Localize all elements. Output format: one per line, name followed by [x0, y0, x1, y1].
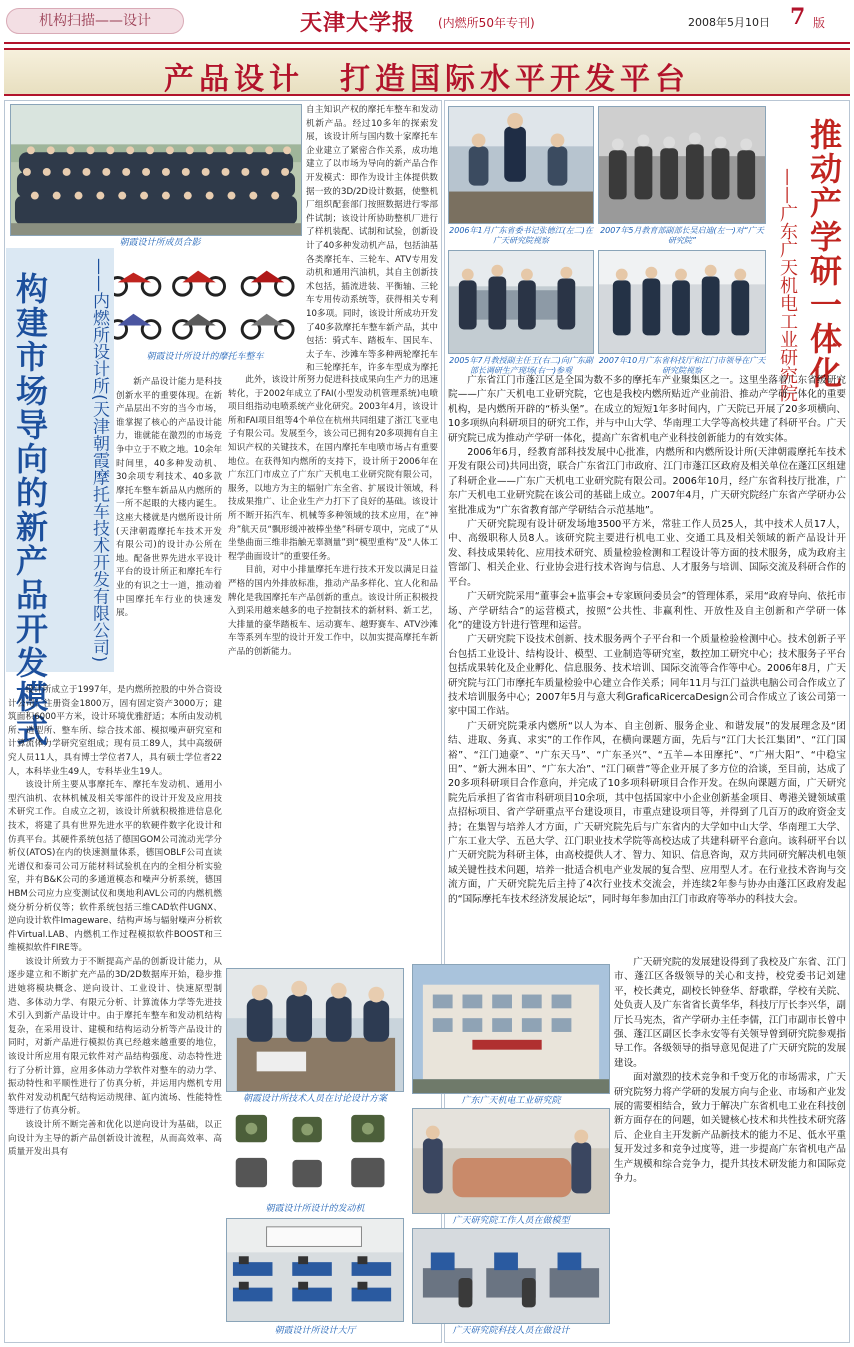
caption-right-photo-1: 2006年1月广东省委书记张德江(左二)在广天研究院视察: [449, 226, 593, 245]
caption-discussion: 朝霞设计所技术人员在讨论设计方案: [242, 1094, 387, 1104]
masthead-rule: [4, 42, 850, 44]
right-text-lower: [614, 956, 846, 1340]
right-photo-6-image: [413, 1109, 609, 1213]
left-paragraph: 该设计所致力于不断提高产品的创新设计能力，从逐步建立和不断扩充产品的3D/2D数据库开始，稳步推进她将模块概念、逆向设计、工业设计、快速原型制造、多体动力学、有限元分析、计算流体力学等先进技术引入到新产品设计中。由于摩托车整车和发动机结构复杂，在采用设计、建模和结构运动分析等产品设计的同时，对新产品进行模拟仿真已经越来越重要的地位，该设计所应用有限元软件对产品结构强度、动态特性进行了分析计算，应用多体动力学软件对整车的动力学、振动特性和平顺性进行了仿真分析，并运用内燃机专用软件对发动机配气结构运动规律、缸内流场、性能特性等进行了仿真分析。: [8, 956, 222, 1117]
left-feature-subtitle: ——内燃所设计所(天津朝霞摩托车技术开发有限公司): [89, 258, 109, 663]
left-feature-title: 构建市场导向的新产品开发模式: [11, 272, 49, 748]
caption-motorcycles: 朝霞设计所设计的摩托车整车: [146, 352, 264, 362]
masthead: [0, 0, 854, 44]
right-paragraph: 面对激烈的技术竞争和千变万化的市场需求，广天研究院努力将产学研的发展方向与企业、市场和产业发展的需要相结合，致力于解决广东省机电工业在科技创新方面存在的问题，如关键核心技术和共性技术研究落后、企业自主开发新产品新技术的能力不足、低水平重复开发过多和竞争过度等，进一步提高广东省机电产品生产规模和综合竞争力，提升其技术研发能力和国际竞争力。: [614, 1072, 846, 1185]
right-photo-7-image: [413, 1229, 609, 1323]
discussion-image: [227, 969, 403, 1091]
right-photo-3-image: [449, 251, 593, 353]
left-paragraph: 自主知识产权的摩托车整车和发动机新产品。经过10多年的探索发展，该设计所与国内数十家摩托车企业建立了紧密合作关系，成功地建立了以市场为导向的新产品合作开发模式：即作为设计主体提供数据一致的3D/2D设计数据，使整机厂组织配套部门按照数据进行零部件试制；该设计所协助整机厂进行了样机装配、试制和试验，创新设计了40多种发动机产品，包括油基各类摩托车、三轮车、ATV专用发动机和通用汽油机，其自主创新技术包括，插流进装、平衡轴、三轮车专用传动系统等，获得相关专利10多项。同时，该设计所成功开发了40多款摩托车整车新产品，其中包括：骑式车、踏板车、国民车、太子车、沙滩车等多种两轮摩托车和三轮摩托车，许多车型成为摩托: [306, 105, 438, 374]
section-label: 机构扫描——设计: [6, 8, 184, 34]
right-paragraph: 广天研究院下设技术创新、技术服务两个子平台和一个质量检验检测中心。技术创新子平台包括工业设计、结构设计、模型、工业制造等研究室，数控加工研究中心；技术服务子平台包括成果转化及企业孵化、信息服务、技术培训、国际交流等合作等中心。2006年8月，广天研究院与江门市摩托车质量检验中心建立合作关系；同年11月与江门益洪电脑公司合作成立了技术培训服务中心；2007年5月与意大利GraficaRicercaDesign公司合作成立了该公司第一家中国工作站。: [448, 634, 846, 718]
left-paragraph: 新产品设计能力是科技创新水平的重要体现。在新产品层出不穷的当今市场，谁掌握了核心的产品设计能力，谁就能在激烈的市场竞争中立于不败之地。10余年时间里，40多种发动机、30余项专利技术、40多款摩托车整车新品从内燃所的一所不起眼的大楼内诞生。这座大楼就是内燃所设计所(天津朝霞摩托车技术开发有限公司)的设计办公所在地。配备世界先进水平设计平台的设计所正和摩托车行业的有识之士一道，推动着中国摩托车行业的快速发展。: [116, 377, 222, 619]
headline-left: 产品设计: [164, 62, 304, 97]
left-text-col2-body: [228, 374, 438, 966]
page-label: 版: [813, 16, 826, 30]
left-paragraph: 此外，该设计所努力促进科技成果向生产力的迅速转化，于2002年成立了FAI(小型发动机管理系统)电喷项目组指动电喷系统产业化研究。2003年4月，该设计所和FAI项目组等4个单位在杭州共同组建了浙江飞亚电子有限公司。发展至今，该公司已拥有20多项拥有自主知识产权的关键技术，在国内摩托车电喷市场占有重要地位。在获得知内燃所的支持下，设计所于2006年在广东江门市成立了广东广天机电工业研究院有限公司，服务，以地方为主的辐射广东全省、扩展设计领域，科技成果推广、让企业生产力打下了良好的基础。该设计所不断开拓汽车、机械等多种领域的技术应用，在“神舟”航天员“飘形缓冲被棒坐垫”科研专项中，完成了“从坐垫曲面三维非指触无辜测量”到“模型重构”及“人体工程学曲面设计”的重要任务。: [228, 375, 438, 562]
headline-bar: [4, 48, 850, 96]
right-photo-1-image: [449, 107, 593, 223]
right-photo-5-image: [413, 965, 609, 1093]
caption-right-photo-6: 广天研究院工作人员在做模型: [452, 1216, 570, 1226]
issue-date: 2008年5月10日: [688, 16, 770, 29]
right-photo-4: [598, 250, 766, 354]
right-feature-subtitle: ——广东广天机电工业研究院: [777, 168, 798, 402]
caption-group-photo: 朝霞设计所成员合影: [119, 238, 201, 248]
page-headline: [4, 54, 850, 98]
left-text-col1-lower: [8, 684, 222, 1340]
right-photo-2-image: [599, 107, 765, 223]
caption-engines: 朝霞设计所设计的发动机: [265, 1204, 365, 1214]
newspaper-name: 天津大学报: [300, 10, 416, 36]
left-paragraph: 该设计所主要从事摩托车、摩托车发动机、通用小型汽油机、农林机械及相关零部件的设计开发及应用技术研究工作。自成立之初，该设计所就积极推进信息化技术，将建了具有世界先进水平的软硬件数字化设计和仿真平台。其硬件系统包括了德国GOM公司流动光学分析仪(ATOS)在内的快速测量体系，德国OBLF公司直读光谱仪和泰司公司万能材料试验机在内的全相分析实验室，并有B&K公司的多通道模态和噪声分析系统，德国HBM公司应力应变测试仪和奥地利AVL公司的内燃机燃烧分析分析仪等；软件系统包括三维CAD软件UGNX、逆向设计软件Imageware、结构声场与辐射噪声分析软件Virtual.LAB、内燃机工作过程模拟软件BOOST和三维模拟软件FIRE等。: [8, 780, 222, 954]
caption-hall: 朝霞设计所设计大厅: [274, 1326, 356, 1336]
left-text-col2-top: [228, 104, 438, 374]
right-photo-1: [448, 106, 594, 224]
right-text-upper: [448, 374, 846, 954]
caption-right-photo-7: 广天研究院科技人员在做设计: [452, 1326, 570, 1336]
right-photo-2: [598, 106, 766, 224]
right-paragraph: 广东省江门市蓬江区是全国为数不多的摩托车产业聚集区之一。这里坐落着广东省级研究院——广东广天机电工业研究院，它也是我校内燃所贴近产业前沿、推动产学研一体化的重要机构，是内燃所开辟的“桥头堡”。在成立的短短1年多时间内，广天院已开展了20多项横向、10多项纵向科研项目的研究工作，并与中山大学、华南理工大学等高校共建了科研平台。广天研究院已成为推动产学研一体化，提高广东省机电产业科技创新能力的有效实体。: [448, 375, 846, 444]
right-photo-5: [412, 964, 610, 1094]
right-paragraph: 2006年6月，经教育部科技发展中心批准，内燃所和内燃所设计所(天津朝霞摩托车技术开发有限公司)共同出资，联合广东省江门市政府、江门市蓬江区政府及相关单位在蓬江区组建了科研企业——广东广天机电工业研究院有限公司。2006年10月，经广东省科技厅批准，广东广天机电工业研究院在该公司的基础上成立。2007年4月，广天研究院经广东省产学研办公室批准成为“广东省教育部产学研结合示范基地”。: [448, 447, 846, 516]
right-paragraph: 广天研究院现有设计研发场地3500平方米，常驻工作人员25人，其中技术人员17人，中、高级职称人员8人。该研究院主要进行机电工业、交通工具及相关领域的新产品设计开发、科技成果转化、应用技术研究、质量检验检测和工程设计等方面的技术服务，成为政府主管部门、相关企业、行业协会进行技术咨询与信息、人才服务与培训、国际交流及科研合作的平台。: [448, 519, 846, 588]
right-photo-6: [412, 1108, 610, 1214]
engines-image: [227, 1109, 403, 1201]
caption-right-photo-5: 广东广天机电工业研究院: [461, 1096, 561, 1106]
caption-right-photo-4: 2007年10月广东省科技厅和江门市领导在广天研究院视察: [598, 356, 766, 375]
right-photo-4-image: [599, 251, 765, 353]
engines-photo: [226, 1108, 404, 1202]
right-photo-3: [448, 250, 594, 354]
left-paragraph: 目前，对中小排量摩托车进行技术开发以满足日益严格的国内外排放标准，推动产品多样化、宜人化和品牌化是我国摩托车产品创新的重点。该设计所正积极投入到采用越来越多的电子控制技术的新材料、新工艺，大排量的豪华踏板车、运动赛车、越野赛车、ATV沙滩车等系列车型的设计开发工作中，以加实提高摩托车新产品的创新能力。: [228, 565, 438, 657]
right-paragraph: 广天研究院的发展建设得到了我校及广东省、江门市、蓬江区各级领导的关心和支持，校党委书记刘建平，校长龚克，副校长钟登华、舒歌群，学校有关院、处负责人及广东省省长黄华华，科技厅厅长李兴华，副厅长马宪杰，省产学研办主任李儒，江门市副市长曾中强、蓬江区副区长李永安等有关领导曾到研究院参观指导工作。各级领导的指导意见促进了广天研究院的发展建设。: [614, 957, 846, 1069]
caption-right-photo-3: 2005年7月教授副主任王(右二)向广东副部长调研生产现场(右一)参观: [449, 356, 593, 375]
left-text-col1-upper: [116, 376, 222, 670]
discussion-photo: [226, 968, 404, 1092]
right-paragraph: 广天研究院采用“董事会+监事会+专家顾问委员会”的管理体系，采用“政府导向、依托市场、产学研结合”的运营模式，按照“公共性、非赢利性、开放性及自主创新和产学研一体化”的建设方针进行管理和运营。: [448, 591, 846, 631]
special-issue-label: (内燃所50年专刊): [438, 16, 535, 30]
right-feature-title: 推动产学研一体化: [805, 118, 843, 390]
page-number: 7: [790, 4, 806, 30]
left-paragraph: 设计所成立于1997年，是内燃所控股的中外合资设计公司；注册资金1800万，固有固定资产3000万；建筑面积6000平方米，设计环境优雅舒适；本所由发动机所、造型所、整车所、综合技术部、模拟噪声研究室和计算流体力学研究室组成；现有员工89人，其中高级研究人员11人，具有博士学位者7人，具有硕士学位者22人，本科毕业生49人，专科毕业生19人。: [8, 685, 222, 777]
caption-right-photo-2: 2007年5月教育部副部长吴启迪(左一)对“广天研究院”: [600, 226, 764, 245]
right-photo-7: [412, 1228, 610, 1324]
left-paragraph: 该设计所不断完善和优化以逆向设计为基础，以正向设计为主导的新产品创新设计流程，从而高效率、高质量开发出具有: [8, 1120, 222, 1158]
hall-image: [227, 1219, 403, 1321]
right-paragraph: 广天研究院秉承内燃所“以人为本、自主创新、服务企业、和谐发展”的发展理念及“团结、进取、务真、求实”的工作作风，在横向课题方面，先后与“江门大长江集团”、“江门国裕”、“江门迪豪”、“广东天马”、“广东圣兴”、“五羊—本田摩托”、“广州大阳”、“中稳宝田”、“新大洲本田”、“广东大冶”、“江门硕普”等企业开展了多方位的洽谈，至目前，达成了20多项科研项目合作意向，并完成了10多项科研项目合作开发。在纵向课题方面，广天研究院先后承担了省省市科研项目10余项，其中包括国家中小企业创新基金项目、粤港关键领域重点招标项目、省产学研重点平台建设项目，市重点建设项目等，并得到了几百万的政府资金支持；在集智与培养人才方面，广天研究院先后与广东省内的大学如中山大学、华南理工大学、广东工业大学、五邑大学、江门职业技术学院等高校达成了共建科研平台意向。该科研平台以广天研究院为科研主体，由高校提供人才、智力、知识、信息咨询，双方共同研究解决机电领域关键性技术问题，培养一批适合机电产业发展的复合型、应用型人才。在行业技术咨询与交流方面，广天研究院先后主持了4次行业技术交流会，并连续2年参与协办由蓬江区政府发起的“国际摩托车技术经济发展论坛”，同时每年参加由江门市政府等举办的科技大会。: [448, 720, 846, 905]
headline-right: 打造国际水平开发平台: [340, 62, 690, 97]
hall-photo: [226, 1218, 404, 1322]
